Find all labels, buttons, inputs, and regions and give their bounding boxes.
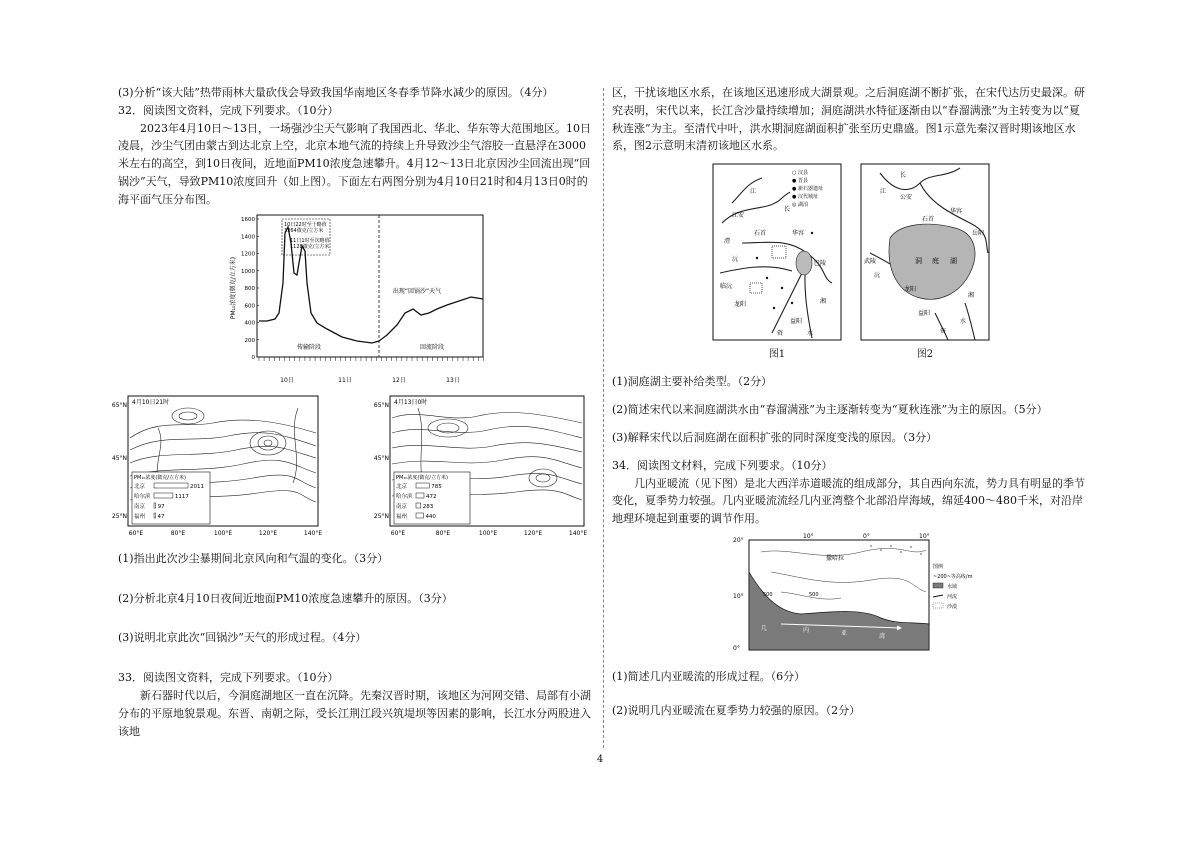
y-tick-label: 1400 [241,233,255,240]
figure-1 [712,163,842,363]
bar-value-label: 440 [425,513,436,520]
stage-transport: 传输阶段 [296,343,322,351]
map-right-lon-4: 140°E [568,529,588,537]
fig1-label-8: 益阳 [790,318,803,326]
fig1-legend-1: ● 晋县 [792,178,808,185]
day-12: 12日 [392,376,406,384]
map-left-lat-mid: 45°N [111,454,127,462]
question-33-2: (2)简述宋代以来洞庭湖洪水由“春溜满涨”为主逐渐转变为“夏秋连涨”为主的原因。（5分） [612,403,1048,417]
guinea-lat-10: 10° [733,592,744,600]
map-right-lon-1: 80°E [435,529,451,537]
bar-value-label: 97 [157,503,165,510]
legend-desert-swatch [933,603,943,608]
guinea-legend-contour: ~200~等高线/m [933,573,973,580]
y-tick-label: 1200 [241,251,255,258]
map-left-lon-0: 60°E [128,529,144,537]
fig1-label-2: 长 [784,206,791,214]
fig1-label-10: 沅 [732,256,739,264]
pressure-maps [111,388,596,548]
guinea-lat-0: 0° [733,644,740,652]
map-left-lon-3: 120°E [258,529,278,537]
page-number: 4 [596,754,604,765]
chart-frame [257,215,483,357]
guinea-legend-title: 图例 [933,563,944,570]
fig2-label-10: 龙阳 [904,286,917,294]
bar-value-label: 785 [431,483,442,490]
map-left-lat-bot: 25°N [111,512,127,520]
bar-value-label: 472 [425,493,437,500]
fig1-label-13: 澧 [724,238,731,246]
guinea-label-500a: 500 [763,591,773,598]
guinea-lon-0: 10° [803,532,814,540]
fig2-label-5: 岳阳 [972,230,985,238]
question-34-text: 几内亚暖流（见下图）是北大西洋赤道暖流的组成部分，其自西向东流，势力具有明显的季节变化，夏季势力较强。几内亚暖流流经几内亚湾整个北部沿岸海域，绵延400～480千米，对沿岸地理环境起到重要的调节作用。 [612,476,1085,526]
guinea-legend-river: 河流 [947,593,958,600]
fig1-label-1: 江安 [732,212,745,220]
right-column [612,84,1090,720]
figure-2-caption: 图2 [916,349,934,361]
guinea-legend-desert: 沙漠 [947,603,958,610]
fig2-label-13: 湘 [968,292,975,300]
fig2-label-4: 华容 [950,208,963,216]
pm10-bar [416,503,421,508]
bar-value-label: 283 [422,503,434,510]
map-right-lon-2: 100°E [478,529,498,537]
pm10-line-chart [227,213,487,388]
bar-city-label: 北京 [134,483,146,490]
map-left-lon-1: 80°E [170,529,186,537]
fig1-legend-4: ◎ 湖泊 [792,202,808,209]
question-33-1: (1)洞庭湖主要补给类型。（2分） [612,375,773,389]
fig1-label-12: 湘 [820,298,827,306]
fig2-label-1: 江 [880,188,887,196]
bar-value-label: 2011 [190,483,204,490]
bar-city-label: 福州 [396,513,408,520]
pm10-bar [416,483,429,488]
fig2-label-14: 资 [940,328,947,336]
bar-city-label: 南京 [134,503,146,510]
legend-water-swatch [933,583,943,588]
guinea-lat-20: 20° [733,536,744,544]
bar-city-label: 哈尔滨 [134,493,151,500]
dongting-figures [612,163,1090,363]
guinea-label-nei: 内 [803,626,810,634]
question-33-3: (3)解释宋代以后洞庭湖在面积扩张的同时深度变浅的原因。（3分） [612,430,938,444]
guinea-label-sahara: 撒哈拉 [826,554,845,562]
guinea-lon-1: 0° [863,532,870,540]
stage-return: 回流阶段 [419,343,445,351]
annotation-2: 11日1时至次略值 [290,237,330,244]
fig2-label-7: 庭 [932,257,939,266]
guinea-lon-2: 10° [919,532,930,540]
map-right-lat-mid: 45°N [373,454,389,462]
fig2-label-11: 沅 [874,272,881,280]
pm10-bar [154,513,156,518]
y-axis-label: PM₁₀浓度(微克/立方米) [230,256,237,319]
fig1-legend-0: ○ 汉县 [792,170,808,177]
fig1-label-7: 龙阳 [734,301,747,309]
question-33-text: 新石器时代以后，今洞庭湖地区一直在沉降。先秦汉晋时期，该地区为河网交错、局部有小湖分布的平原地貌景观。东晋、南朝之际，受长江荆江段兴筑堤坝等因素的影响，长江水分两股进入该地 [118,688,591,738]
pm10-bar [154,493,173,498]
column-divider [603,88,604,748]
bar-city-label: 哈尔滨 [396,493,413,500]
annotation-2b: 1128微克/立方米 [290,243,330,250]
annotation-1b: 1364微克/立方米 [284,227,324,234]
fig1-label-11: 水 [807,330,814,338]
guinea-label-wan: 湾 [879,632,886,640]
fig2-label-8: 湖 [950,257,957,266]
y-tick-label: 200 [244,337,255,344]
guinea-label-ya: 亚 [841,629,848,637]
x-ticks [259,357,483,361]
left-column [111,84,596,740]
map-left-lon-4: 140°E [303,529,323,537]
fig1-legend-2: ● 新石器遗址 [792,186,823,193]
map-right-legend-title: PM₁₀浓度(微克/立方米) [396,474,448,481]
pm10-bar [416,493,424,498]
fig1-label-0: 江 [750,188,757,196]
map-left-lon-2: 100°E [213,529,233,537]
y-tick-label: 800 [244,285,255,292]
legend-river-swatch [933,595,943,597]
pm10-bar [154,503,156,508]
y-ticks [241,217,259,361]
question-31-3: (3)分析“该大陆”热带雨林大量砍伐会导致我国华南地区冬春季节降水减少的原因。（4分） [118,86,554,99]
guinea-label-ji: 几 [761,624,768,632]
figure-1-caption: 图1 [768,349,786,361]
figure-1-map [712,163,842,341]
day-13: 13日 [446,376,460,384]
y-tick-label: 1600 [241,216,255,223]
map-right-lat-top: 65°N [373,401,389,409]
fig1-label-4: 华容 [792,230,805,238]
guinea-label-500b: 500 [809,591,819,598]
bar-value-label: 47 [157,513,165,520]
pressure-map-left [112,396,322,537]
map-left-legend-title: PM₁₀浓度(微克/立方米) [134,474,186,481]
fig1-label-3: 石首 [754,230,767,238]
fig1-legend-3: ● 汉代城址 [792,194,818,201]
fig2-label-3: 石首 [922,216,935,224]
figure-2-map [860,163,990,341]
question-32-title: 32．阅读图文资料，完成下列要求。（10分） [118,103,339,117]
map-right-lon-0: 60°E [390,529,406,537]
bar-city-label: 福州 [134,513,146,520]
y-tick-label: 1000 [241,268,255,275]
pm10-bar [416,513,423,518]
figure-2 [860,163,990,363]
question-33-title: 33．阅读图文资料，完成下列要求。（10分） [118,671,339,685]
fig1-label-6: 临沅 [720,283,733,291]
huiguo-label: 出现“回锅沙”天气 [392,287,442,295]
map-right-time: 4月13日0时 [394,398,428,406]
question-32-1: (1)指出此次沙尘暴期间北京风向和气温的变化。（3分） [118,551,389,565]
y-tick-label: 600 [244,302,255,309]
guinea-current-map [721,532,981,658]
fig2-label-0: 长 [900,172,907,180]
question-34-2: (2)说明几内亚暖流在夏季势力较强的原因。（2分） [612,703,861,717]
fig1-label-9: 资 [777,330,784,338]
day-11: 11日 [338,376,352,384]
y-tick-label: 400 [244,320,255,327]
bar-city-label: 南京 [396,503,408,510]
question-32-3: (3)说明北京此次“回锅沙”天气的形成过程。（4分） [118,631,367,645]
map-left-time: 4月10日21时 [132,398,170,406]
day-10: 10日 [280,376,294,384]
fig2-label-2: 公安 [900,194,913,202]
annotation-1: 10日22时至十略值 [284,221,327,228]
fig1-label-5: 巴陵 [814,260,827,268]
question-34-1: (1)简述几内亚暖流的形成过程。（6分） [612,669,806,683]
fig2-label-9: 武陵 [864,258,877,266]
guinea-legend-water: 水域 [947,583,958,590]
fig2-label-15: 水 [960,318,967,326]
pm10-bar [154,483,188,488]
map-right-lat-bot: 25°N [373,512,389,520]
bar-value-label: 1117 [174,493,189,500]
fig2-label-6: 洞 [915,257,922,266]
y-tick-label: 0 [251,354,255,361]
bar-city-label: 北京 [396,483,408,490]
question-34-title: 34．阅读图文材料，完成下列要求。（10分） [612,458,833,472]
question-32-2: (2)分析北京4月10日夜间近地面PM10浓度急速攀升的原因。（3分） [118,591,453,605]
map-left-lat-top: 65°N [111,401,127,409]
question-33-continued: 区，干扰该地区水系，在该地区迅速形成大湖景观。之后洞庭湖不断扩张，在宋代达历史最深。研究表明，宋代以来，长江含沙量持续增加；洞庭湖洪水特征逐渐由以“春溜满涨”为主转变为以“夏秋连涨”为主。至清代中叶，洪水期洞庭湖面积扩张至历史鼎盛。图1示意先秦汉晋时期该地区水系，图2示意明末清初该地区水系。 [612,86,1085,153]
map-right-lon-3: 120°E [523,529,543,537]
question-32-text: 2023年4月10日～13日，一场强沙尘天气影响了我国西北、华北、华东等大范围地区。10日凌晨，沙尘气团由蒙古到达北京上空，北京本地气流的持续上升导致沙尘气溶胶一直悬浮在3000米左右的高空，到10日夜间，近地面PM10浓度急速攀升。4月12～13日北京因沙尘回流出现“回锅沙”天气，导致PM10浓度回升（如上图）。下面左右两图分别为4月10日21时和4月13日0时的海平面气压分布图。 [118,121,591,206]
fig2-label-12: 益阳 [918,310,931,318]
pressure-map-right [374,396,587,537]
